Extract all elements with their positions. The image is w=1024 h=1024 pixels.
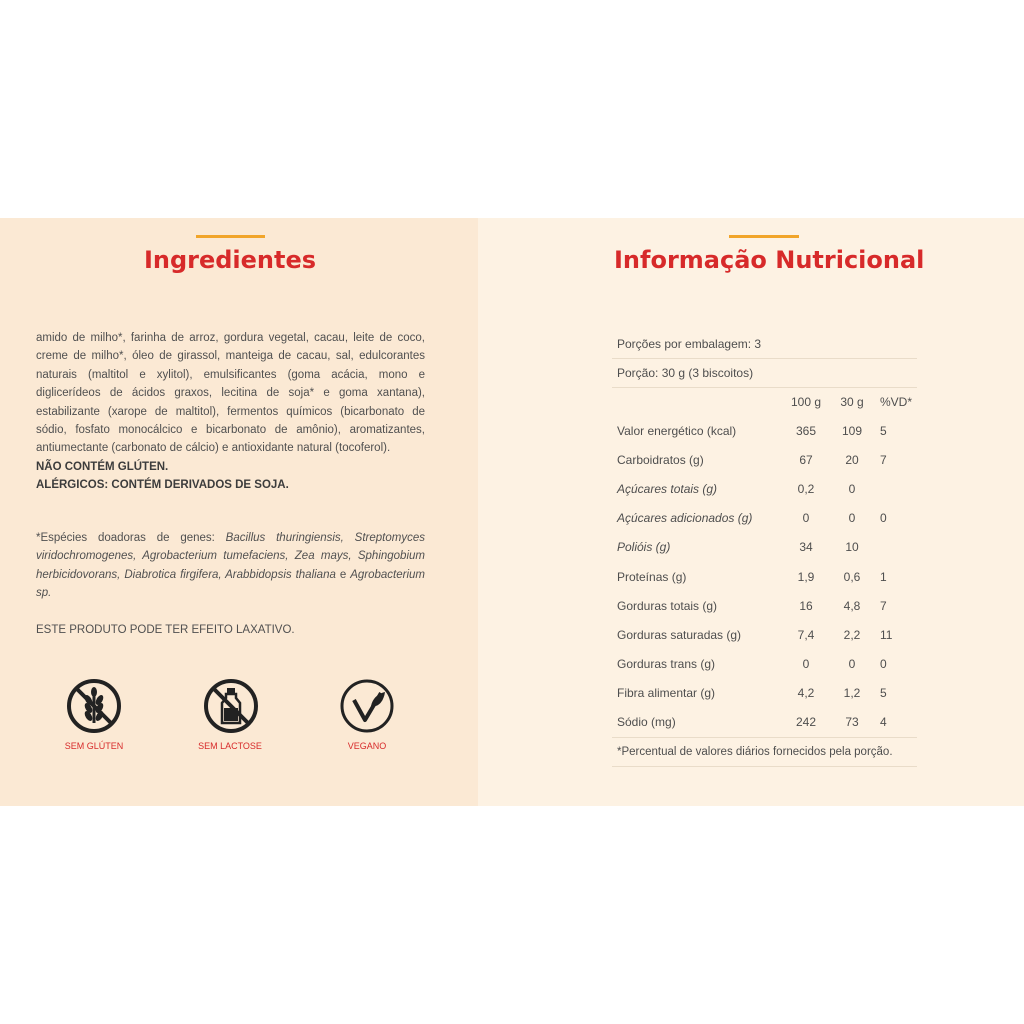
- nutrient-name: Açúcares totais (g): [617, 482, 718, 497]
- value-30g: 2,2: [843, 627, 861, 642]
- header-vd: %VD*: [880, 395, 913, 409]
- value-vd: 0: [880, 656, 887, 671]
- table-row: [612, 592, 917, 621]
- nutrition-title: Informação Nutricional: [614, 246, 925, 274]
- nutrient-name: Gorduras totais (g): [617, 598, 718, 613]
- value-30g: 109: [841, 424, 863, 439]
- nutrition-footnote: *Percentual de valores diários fornecidos pela porção.: [612, 737, 917, 767]
- portion-size: Porção: 30 g (3 biscoitos): [612, 359, 917, 388]
- badge-label-lactose: SEM LACTOSE: [198, 741, 262, 751]
- table-row: [612, 563, 917, 592]
- badge-label-gluten: SEM GLÚTEN: [64, 741, 124, 751]
- value-30g: 73: [845, 715, 859, 730]
- value-30g: 0: [848, 511, 856, 526]
- value-30g: 0,6: [843, 569, 861, 584]
- ingredients-title: Ingredientes: [143, 246, 317, 274]
- value-100g: 365: [795, 424, 817, 439]
- no-milk-bottle-icon: [201, 676, 261, 736]
- nutrient-name: Fibra alimentar (g): [617, 685, 716, 700]
- value-100g: 0,2: [797, 482, 815, 497]
- nutrition-accent-bar: [729, 235, 799, 238]
- table-row: [612, 679, 917, 708]
- gmo-last-species: Agrobacterium sp.: [36, 568, 425, 600]
- nutrient-name: Sódio (mg): [617, 715, 676, 730]
- gmo-note: [36, 529, 425, 603]
- value-vd: 5: [880, 685, 887, 700]
- value-100g: 34: [799, 540, 813, 555]
- ingredients-list: amido de milho*, farinha de arroz, gordura vegetal, cacau, leite de coco, creme de milho*, óleo de girassol, manteiga de cacau, sal, edulcorantes naturais (maltitol e xylitol), emulsificantes (goma acácia, mono e diglicerídeos de ácidos graxos, lecitina de soja* e goma xantana), estabilizante (xarope de maltitol), fermentos químicos (bicarbonato de sódio, fosfato monocálcico e bicarbonato de amônio), aromatizantes, antiumectante (carbonato de cálcio) e antioxidante natural (tocoferol).: [36, 332, 425, 455]
- value-30g: 4,8: [843, 598, 861, 613]
- nutrient-name: Carboidratos (g): [617, 453, 704, 468]
- value-30g: 10: [845, 540, 859, 555]
- laxative-warning: ESTE PRODUTO PODE TER EFEITO LAXATIVO.: [36, 624, 295, 636]
- nutrient-name: Açúcares adicionados (g): [617, 511, 753, 526]
- gluten-warning: NÃO CONTÉM GLÚTEN.: [36, 460, 169, 473]
- value-vd: 1: [880, 569, 887, 584]
- nutrient-name: Polióis (g): [617, 540, 671, 555]
- nutrient-name: Valor energético (kcal): [617, 424, 737, 439]
- value-100g: 16: [799, 598, 813, 613]
- value-vd: 0: [880, 511, 887, 526]
- allergens-warning: ALÉRGICOS: CONTÉM DERIVADOS DE SOJA.: [36, 479, 289, 492]
- table-row: [612, 504, 917, 533]
- no-wheat-icon: [64, 676, 124, 736]
- value-100g: 1,9: [797, 569, 815, 584]
- value-30g: 20: [845, 453, 859, 468]
- value-30g: 1,2: [843, 685, 861, 700]
- value-vd: 7: [880, 598, 887, 613]
- table-row: [612, 475, 917, 504]
- badge-label-vegan: VEGANO: [347, 741, 387, 751]
- nutrient-name: Gorduras trans (g): [617, 656, 716, 671]
- value-vd: 5: [880, 424, 887, 439]
- table-header-row: [612, 388, 917, 417]
- servings-per-package: Porções por embalagem: 3: [612, 330, 917, 359]
- gmo-join: e: [335, 568, 351, 581]
- value-100g: 67: [799, 453, 813, 468]
- table-row: [612, 708, 917, 737]
- value-100g: 0: [802, 656, 810, 671]
- gmo-species: Bacillus thuringiensis, Streptomyces viridochromogenes, Agrobacterium tumefaciens, Zea mays, Sphingobium herbicidovorans, Diabrotica firgifera, Arabbidopsis thaliana: [36, 532, 425, 581]
- value-30g: 0: [848, 656, 856, 671]
- nutrient-name: Gorduras saturadas (g): [617, 627, 742, 642]
- header-30g: 30 g: [840, 395, 864, 409]
- table-row: [612, 417, 917, 446]
- vegan-leaf-icon: [337, 676, 397, 736]
- value-vd: 7: [880, 453, 887, 468]
- value-100g: 242: [795, 715, 817, 730]
- value-30g: 0: [848, 482, 856, 497]
- gmo-prefix: *Espécies doadoras de genes:: [36, 532, 226, 544]
- value-vd: 11: [880, 627, 893, 642]
- value-100g: 7,4: [797, 627, 815, 642]
- value-100g: 4,2: [797, 685, 815, 700]
- table-row: [612, 446, 917, 475]
- ingredients-block: [36, 329, 425, 495]
- header-100g: 100 g: [790, 395, 822, 409]
- nutrition-table: [612, 330, 917, 767]
- table-row: [612, 621, 917, 650]
- value-100g: 0: [802, 511, 810, 526]
- table-row: [612, 533, 917, 562]
- ingredients-accent-bar: [196, 235, 265, 238]
- table-row: [612, 650, 917, 679]
- value-vd: 4: [880, 715, 887, 730]
- nutrient-name: Proteínas (g): [617, 569, 687, 584]
